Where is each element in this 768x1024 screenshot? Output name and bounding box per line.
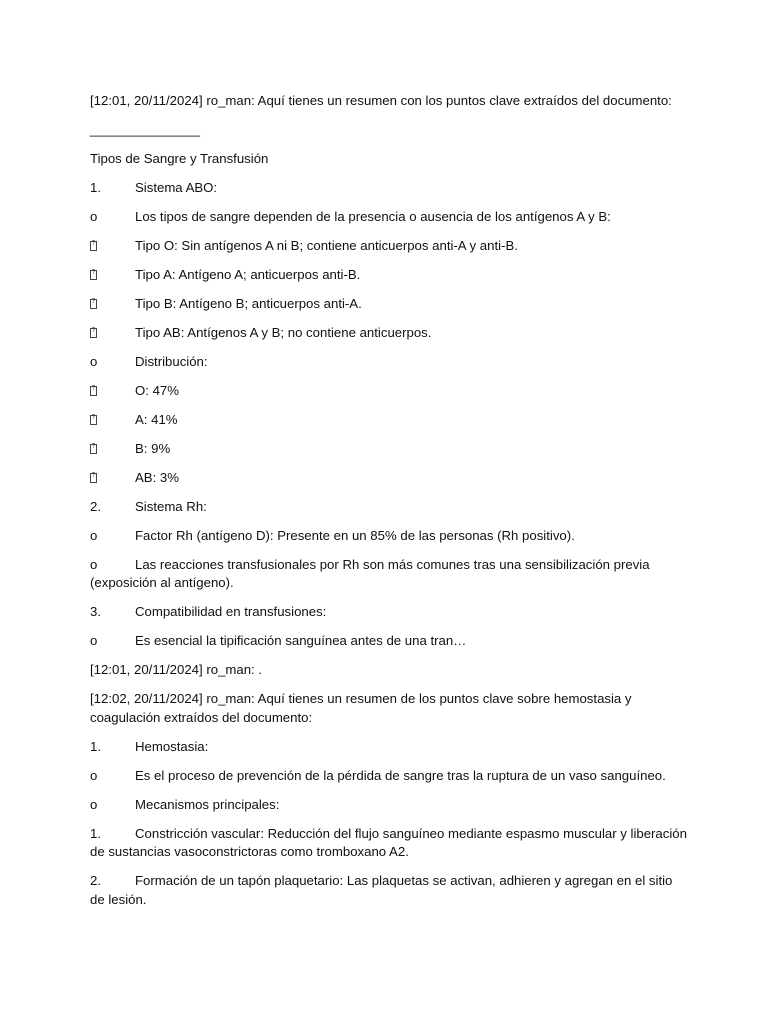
document-paragraph (90, 150, 690, 168)
document-paragraph (90, 527, 690, 545)
missing-glyph-box-icon (90, 473, 97, 483)
document-paragraph (90, 767, 690, 785)
document-paragraph (90, 603, 690, 621)
list-marker: o (90, 633, 98, 649)
document-paragraph (90, 266, 690, 284)
document-body (90, 92, 690, 909)
document-paragraph (90, 92, 690, 110)
list-marker: 2. (90, 499, 101, 514)
paragraph-text: Tipo AB: Antígenos A y B; no contiene anticuerpos. (135, 325, 432, 340)
document-paragraph (90, 556, 690, 593)
document-paragraph (90, 661, 690, 679)
document-paragraph (90, 179, 690, 197)
paragraph-text: Sistema Rh: (135, 499, 207, 514)
document-paragraph (90, 690, 690, 727)
paragraph-text: B: 9% (135, 441, 171, 456)
document-paragraph (90, 237, 690, 255)
missing-glyph-bullet-icon (90, 324, 135, 342)
paragraph-text: [12:01, 20/11/2024] ro_man: . (90, 662, 263, 678)
paragraph-text: Tipo O: Sin antígenos A ni B; contiene anticuerpos anti-A y anti-B. (135, 238, 518, 253)
paragraph-text: Las reacciones transfusionales por Rh son más comunes tras una sensibilización previa (exposición al antígeno). (90, 557, 650, 591)
missing-glyph-box-icon (90, 415, 97, 425)
paragraph-text: Distribución: (135, 354, 208, 369)
document-paragraph (90, 208, 690, 226)
list-marker: 2. (90, 873, 101, 889)
paragraph-text: Tipo B: Antígeno B; anticuerpos anti-A. (135, 296, 362, 311)
paragraph-text: Sistema ABO: (135, 180, 218, 195)
document-paragraph (90, 353, 690, 371)
document-page (90, 92, 690, 920)
missing-glyph-bullet-icon (90, 411, 135, 429)
list-marker: 1. (90, 738, 101, 754)
list-marker: o (90, 796, 98, 812)
paragraph-text: Es el proceso de prevención de la pérdida de sangre tras la ruptura de un vaso sanguíneo. (135, 767, 666, 783)
missing-glyph-bullet-icon (90, 469, 135, 487)
paragraph-text: Constricción vascular: Reducción del flujo sanguíneo mediante espasmo muscular y liberación de sustancias vasoconstrictoras como tromboxano A2. (90, 825, 687, 860)
missing-glyph-bullet-icon (90, 440, 135, 458)
document-paragraph (90, 295, 690, 313)
document-paragraph (90, 738, 690, 756)
paragraph-text: Formación de un tapón plaquetario: Las plaquetas se activan, adhieren y agregan en el sitio de lesión. (90, 873, 673, 907)
paragraph-text: Factor Rh (antígeno D): Presente en un 85% de las personas (Rh positivo). (135, 528, 575, 543)
missing-glyph-box-icon (90, 386, 97, 396)
document-paragraph (90, 440, 690, 458)
missing-glyph-box-icon (90, 299, 97, 309)
paragraph-text: Compatibilidad en transfusiones: (135, 604, 327, 620)
document-paragraph (90, 411, 690, 429)
document-paragraph (90, 469, 690, 487)
paragraph-text: Tipos de Sangre y Transfusión (90, 151, 269, 166)
list-marker: o (90, 528, 98, 543)
list-marker: o (90, 767, 98, 783)
document-paragraph (90, 498, 690, 516)
paragraph-text: Mecanismos principales: (135, 796, 280, 812)
paragraph-text: Hemostasia: (135, 738, 209, 754)
paragraph-text: Los tipos de sangre dependen de la presencia o ausencia de los antígenos A y B: (135, 209, 611, 224)
list-marker: 1. (90, 825, 101, 841)
paragraph-text: A: 41% (135, 412, 178, 427)
document-paragraph (90, 825, 690, 862)
separator-line (90, 121, 690, 139)
list-marker: 3. (90, 604, 101, 620)
document-paragraph (90, 872, 690, 909)
missing-glyph-box-icon (90, 328, 97, 338)
missing-glyph-box-icon (90, 444, 97, 454)
document-paragraph (90, 632, 690, 650)
paragraph-text: Tipo A: Antígeno A; anticuerpos anti-B. (135, 267, 361, 282)
list-marker: o (90, 209, 98, 224)
document-paragraph (90, 796, 690, 814)
list-marker: o (90, 354, 98, 369)
paragraph-text: [12:01, 20/11/2024] ro_man: Aquí tienes un resumen con los puntos clave extraídos del documento: (90, 93, 672, 108)
missing-glyph-box-icon (90, 241, 97, 251)
paragraph-text: O: 47% (135, 383, 179, 398)
document-paragraph (90, 324, 690, 342)
missing-glyph-bullet-icon (90, 237, 135, 255)
missing-glyph-bullet-icon (90, 266, 135, 284)
list-marker: o (90, 557, 98, 572)
paragraph-text: Es esencial la tipificación sanguínea antes de una tran… (135, 633, 467, 649)
document-paragraph (90, 382, 690, 400)
missing-glyph-box-icon (90, 270, 97, 280)
list-marker: 1. (90, 180, 101, 195)
paragraph-text: [12:02, 20/11/2024] ro_man: Aquí tienes un resumen de los puntos clave sobre hemostasia y coagulación extraídos del documento: (90, 691, 632, 725)
missing-glyph-bullet-icon (90, 382, 135, 400)
paragraph-text: AB: 3% (135, 470, 179, 485)
missing-glyph-bullet-icon (90, 295, 135, 313)
paragraph-text: _______________ (90, 122, 201, 137)
